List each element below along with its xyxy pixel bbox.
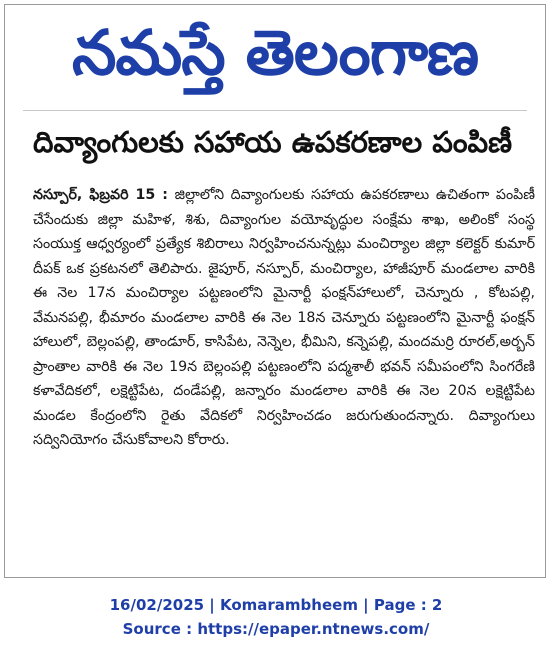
clipping-frame	[4, 4, 546, 578]
article-text: జిల్లాలోని దివ్యాంగులకు సహాయ ఉపకరణాలు ఉచితంగా పంపిణీ చేసేందుకు జిల్లా మహిళ, శిశు, దివ్యాంగుల వయోవృద్ధుల సంక్షేమ శాఖ, అలింకో సంస్థ సంయుక్త ఆధ్వర్యంలో ప్రత్యేక శిబిరాలు నిర్వహించనున్నట్లు మంచిర్యాల జిల్లా కలెక్టర్ కుమార్ దీపక్ ఒక ప్రకటనలో తెలిపారు. జైపూర్, నస్పూర్, మంచిర్యాల, హాజీపూర్ మండలాల వారికి ఈ నెల 17న మంచిర్యాల పట్టణంలోని మైనార్టీ ఫంక్షన్‌హాలులో, చెన్నూరు , కోటపల్లి, వేమనపల్లి, భీమారం మండలాల వారికి ఈ నెల 18న చెన్నూరు పట్టణంలోని మైనార్టీ ఫంక్షన్ హాలులో, బెల్లంపల్లి, తాండూర్, కాసిపేట, నెన్నెల, భీమిని, కన్నెపల్లి, మందమర్రి రూరల్,అర్బన్ ప్రాంతాల వారికి ఈ నెల 19న బెల్లంపల్లి పట్టణంలోని పద్మశాలీ భవన్ సమీపంలోని సింగరేణి కళావేదికలో, లక్షెట్టిపేట, దండేపల్లి, జన్నారం మండలాల వారికి ఈ నెల 20న లక్షెట్టిపేట మండల కేంద్రంలోని రైతు వేదికలో నిర్వహించడం జరుగుతుందన్నారు. దివ్యాంగులు సద్వినియోగం చేసుకోవాలని కోరారు.	[33, 187, 535, 448]
article-body	[33, 183, 535, 575]
footer-source: Source : https://epaper.ntnews.com/	[122, 620, 430, 638]
masthead	[5, 5, 545, 101]
article-paragraph	[33, 183, 535, 453]
footer-date-edition: 16/02/2025 | Komarambheem | Page : 2	[109, 596, 443, 614]
article-dateline: నస్పూర్, ఫిబ్రవరి 15 :	[33, 187, 168, 203]
divider	[23, 110, 527, 111]
newspaper-logo: నమస్తే తెలంగాణ	[71, 16, 479, 89]
article-headline: దివ్యాంగులకు సహాయ ఉపకరణాల పంపిణీ	[33, 125, 513, 159]
